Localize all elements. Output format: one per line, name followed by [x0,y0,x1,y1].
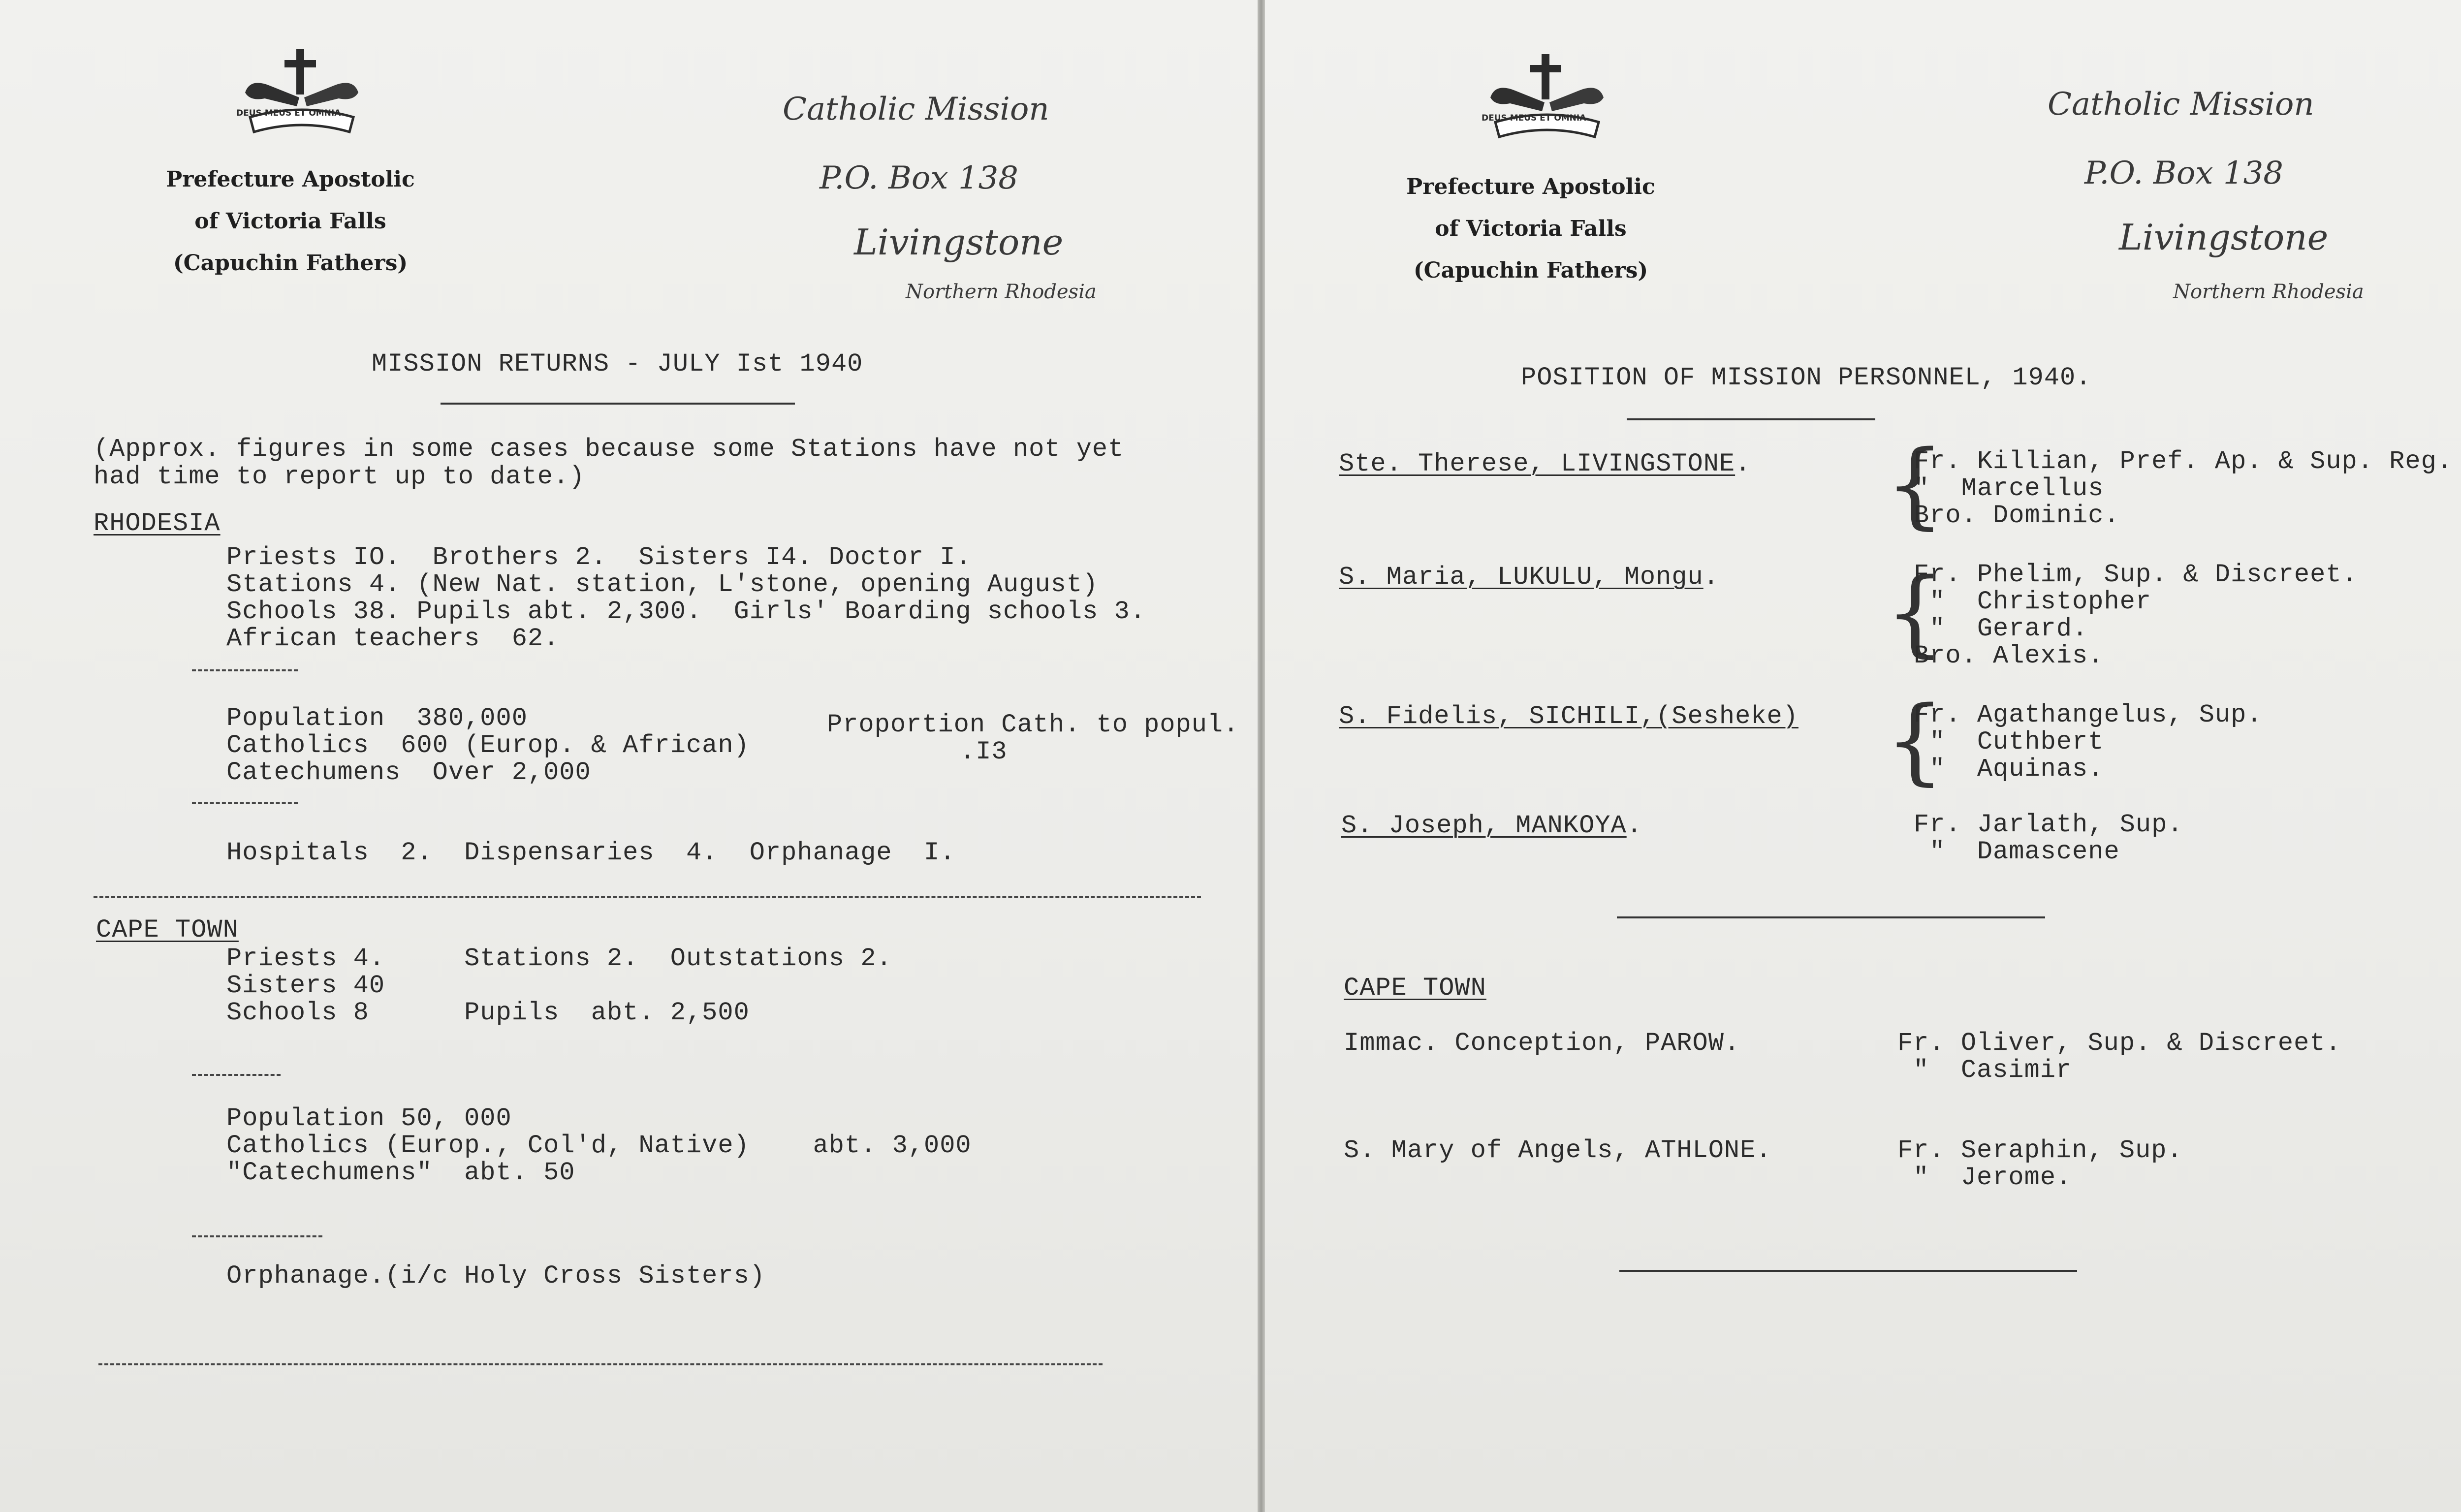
prefecture-line-1: Prefecture Apostolic [166,167,415,192]
rhodesia-catholics: Catholics 600 (Europ. & African) [226,731,750,760]
cape-orphanage: Orphanage.(i/c Holy Cross Sisters) [226,1261,765,1291]
staff-line: " Cuthbert [1914,727,2104,756]
document-title: POSITION OF MISSION PERSONNEL, 1940. [1521,363,2092,392]
address-box: P.O. Box 138 [820,160,1018,196]
staff-line: Bro. Alexis. [1914,641,2104,670]
staff-line: Bro. Dominic. [1914,501,2120,530]
staff-line: Fr. Agathangelus, Sup. [1914,700,2263,729]
address-town: Livingstone [854,221,1064,263]
cape-schools-line: Schools 8 Pupils abt. 2,500 [226,998,750,1027]
prefecture-line-1: Prefecture Apostolic [1406,174,1655,199]
title-rule [1627,418,1875,420]
address-country: Northern Rhodesia [2173,281,2364,303]
rhodesia-population: Population 380,000 [226,704,528,733]
short-rule [192,1074,281,1076]
short-rule [192,669,298,671]
cape-population: Population 50, 000 [226,1104,512,1133]
crest-motto: DEUS MEUS ET OMNIA [236,108,341,118]
approx-note: (Approx. figures in some cases because some Stations have not yet had time to report up to date.) [94,435,1124,491]
station-name: S. Maria, LUKULU, Mongu [1339,563,1704,592]
bracket-brace: { [1885,430,1945,539]
rhodesia-facilities: Hospitals 2. Dispensaries 4. Orphanage I. [226,838,956,867]
rhodesia-schools-line: Schools 38. Pupils abt. 2,300. Girls' Boarding schools 3. [226,597,1146,626]
title-rule [441,403,795,405]
cape-sisters-line: Sisters 40 [226,971,385,1000]
crest-emblem [217,34,349,138]
cape-town-heading: CAPE TOWN [96,915,239,945]
prefecture-line-2: of Victoria Falls [194,209,386,234]
section-divider [1617,916,2045,918]
page-seam [1258,0,1265,1512]
closing-rule [98,1363,1103,1365]
staff-line: " Damascene [1914,837,2120,866]
cape-catholics: Catholics (Europ., Col'd, Native) abt. 3,000 [226,1131,972,1160]
staff-line: Fr. Phelim, Sup. & Discreet. [1914,560,2358,589]
address-mission: Catholic Mission [783,91,1049,127]
address-box: P.O. Box 138 [2084,155,2283,191]
station-livingstone: Ste. Therese, LIVINGSTONE. [1339,449,1751,478]
staff-line: Fr. Jarlath, Sup. [1914,810,2183,839]
station-name: S. Joseph, MANKOYA [1341,811,1627,840]
station-athlone: S. Mary of Angels, ATHLONE. [1344,1136,1772,1165]
crest-emblem [1462,39,1595,143]
staff-line: Fr. Seraphin, Sup. [1897,1136,2183,1165]
station-sichili [1339,703,1798,730]
staff-line: " Aquinas. [1914,755,2104,784]
proportion-value: .I3 [960,737,1008,766]
cape-staff-line: Priests 4. Stations 2. Outstations 2. [226,944,892,973]
bracket-brace: { [1885,686,1945,795]
mission-personnel-sheet [1265,0,2461,1512]
cross-arms-crest-icon [1481,48,1613,152]
short-rule [192,1235,322,1237]
proportion-label: Proportion Cath. to popul. [827,710,1239,739]
prefecture-line-2: of Victoria Falls [1435,216,1627,241]
prefecture-line-3: (Capuchin Fathers) [173,251,408,276]
document-title: MISSION RETURNS - JULY Ist 1940 [372,349,863,378]
rhodesia-catechumens: Catechumens Over 2,000 [226,758,591,787]
cape-town-heading: CAPE TOWN [1344,974,1486,1003]
staff-line: Fr. Killian, Pref. Ap. & Sup. Reg. [1914,447,2453,476]
address-country: Northern Rhodesia [906,281,1097,303]
rhodesia-staff-line: Priests IO. Brothers 2. Sisters I4. Doctor I. [226,543,972,572]
staff-line: " Gerard. [1914,614,2088,643]
crest-motto: DEUS MEUS ET OMNIA [1482,113,1586,123]
short-rule [192,802,298,804]
station-name: Ste. Therese, LIVINGSTONE [1339,449,1735,478]
address-town: Livingstone [2119,217,2329,258]
staff-line: " Casimir [1897,1056,2072,1085]
rhodesia-heading: RHODESIA [94,509,221,538]
staff-line: " Marcellus [1914,474,2104,503]
rhodesia-teachers-line: African teachers 62. [226,624,560,653]
bracket-brace: { [1885,558,1945,667]
rhodesia-stations-line: Stations 4. (New Nat. station, L'stone, opening August) [226,570,1099,599]
staff-line: Fr. Oliver, Sup. & Discreet. [1897,1029,2341,1058]
station-name: S. Fidelis, SICHILI,(Sesheke) [1339,702,1798,731]
prefecture-line-3: (Capuchin Fathers) [1413,258,1648,283]
staff-line: " Christopher [1914,587,2152,616]
station-mankoya: S. Joseph, MANKOYA. [1341,811,1642,840]
station-parow: Immac. Conception, PAROW. [1344,1029,1740,1058]
cross-arms-crest-icon [235,43,368,147]
staff-line: " Jerome. [1897,1163,2072,1192]
section-divider [94,896,1201,898]
closing-rule [1619,1270,2077,1272]
station-lukulu: S. Maria, LUKULU, Mongu. [1339,563,1719,592]
cape-catechumens: "Catechumens" abt. 50 [226,1158,575,1187]
address-mission: Catholic Mission [2048,86,2314,123]
